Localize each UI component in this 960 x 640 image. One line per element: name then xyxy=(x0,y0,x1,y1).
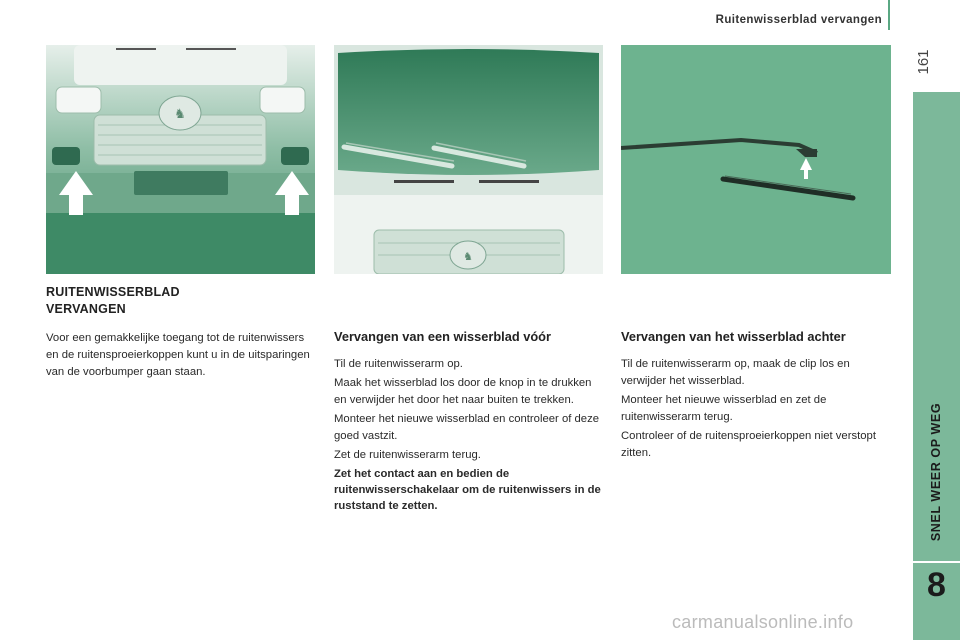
rear-wiper-illustration xyxy=(621,45,891,274)
front-wiper-photo xyxy=(334,45,603,274)
rear-step-2: Monteer het nieuwe wisserblad en zet de ruitenwisserarm terug. xyxy=(621,394,827,423)
front-wiper-heading: Vervangen van een wisserblad vóór xyxy=(334,329,551,344)
bumper-access-photo xyxy=(46,45,315,274)
rear-wiper-column xyxy=(621,328,891,464)
front-wiper-note: Zet het contact aan en bedien de ruitenwisserschakelaar om de ruitenwissers in de ruststand te zetten. xyxy=(334,468,601,512)
front-step-3: Monteer het nieuwe wisserblad en controleer of deze goed vastzit. xyxy=(334,413,600,442)
front-wiper-column xyxy=(334,328,606,516)
page-number: 161 xyxy=(915,49,932,75)
chapter-tab-label-text: SNEL WEER OP WEG xyxy=(929,402,943,542)
intro-paragraph: Voor een gemakkelijke toegang tot de ruitenwissers en de ruitensproeierkoppen kunt u in de uitsparingen van de voorbumper gaan staan. xyxy=(46,332,310,378)
front-step-4: Zet de ruitenwisserarm terug. xyxy=(334,449,481,461)
watermark: carmanualsonline.info xyxy=(672,612,854,632)
rear-step-1: Til de ruitenwisserarm op, maak de clip los en verwijder het wisserblad. xyxy=(621,358,850,387)
chapter-divider xyxy=(913,561,960,563)
rear-wiper-heading: Vervangen van het wisserblad achter xyxy=(621,329,846,344)
section-title-line1: RUITENWISSERBLAD xyxy=(46,285,180,299)
svg-text:♞: ♞ xyxy=(174,107,186,122)
svg-text:♞: ♞ xyxy=(463,250,473,263)
chapter-number: 8 xyxy=(927,566,946,604)
front-wiper-illustration xyxy=(334,45,603,274)
header-title: Ruitenwisserblad vervangen xyxy=(715,14,882,26)
section-title-line2: VERVANGEN xyxy=(46,302,126,316)
header-divider xyxy=(888,0,890,30)
intro-column xyxy=(46,284,316,383)
bumper-access-illustration xyxy=(46,45,315,274)
chapter-side-tab xyxy=(913,92,960,640)
section-title xyxy=(46,284,316,318)
rear-wiper-diagram xyxy=(621,45,891,274)
front-step-1: Til de ruitenwisserarm op. xyxy=(334,358,463,370)
front-step-2: Maak het wisserblad los door de knop in te drukken en verwijder het door het naar buiten te trekken. xyxy=(334,377,592,406)
rear-step-3: Controleer of de ruitensproeierkoppen niet verstopt zitten. xyxy=(621,430,876,459)
